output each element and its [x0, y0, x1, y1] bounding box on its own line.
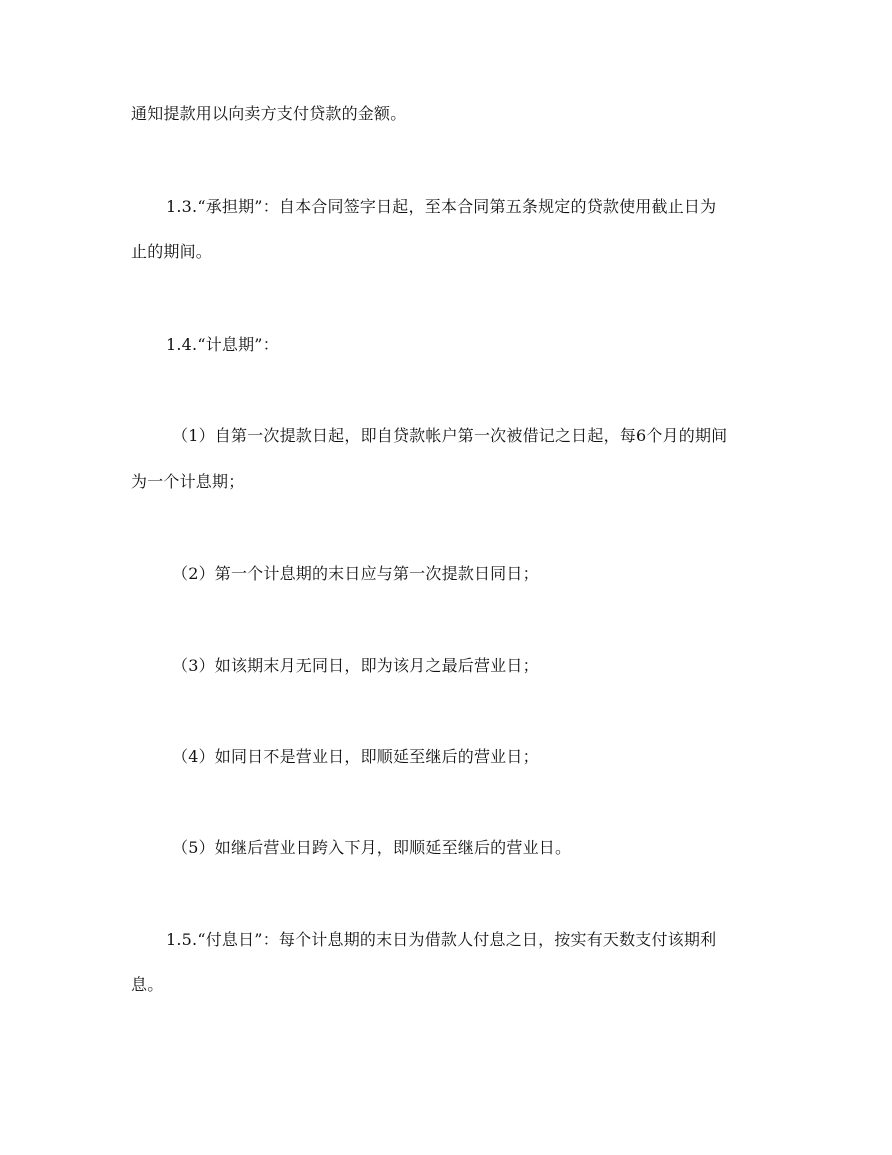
text-line-item-3: （3）如该期末月无同日，即为该月之最后营业日； — [172, 656, 539, 675]
text-line-item-5: （5）如继后营业日跨入下月，即顺延至继后的营业日。 — [172, 838, 572, 857]
text-line-item-4: （4）如同日不是营业日，即顺延至继后的营业日； — [172, 747, 539, 766]
text-line-item-1: （1）自第一次提款日起，即自贷款帐户第一次被借记之日起，每6个月的期间 — [172, 426, 728, 445]
text-line-clause-1-5-cont: 息。 — [131, 975, 164, 994]
text-line-clause-1-3-cont: 止的期间。 — [131, 242, 213, 261]
text-line-item-1-cont: 为一个计息期； — [131, 472, 245, 491]
text-line-clause-1-5: 1.5.“付息日”：每个计息期的末日为借款人付息之日，按实有天数支付该期利 — [166, 930, 717, 949]
text-line-clause-1-3: 1.3.“承担期”：自本合同签字日起，至本合同第五条规定的贷款使用截止日为 — [166, 197, 717, 216]
text-line-previous-clause-end: 通知提款用以向卖方支付贷款的金额。 — [131, 104, 407, 123]
text-line-item-2: （2）第一个计息期的末日应与第一次提款日同日； — [172, 564, 539, 583]
text-line-clause-1-4: 1.4.“计息期”： — [166, 335, 279, 354]
